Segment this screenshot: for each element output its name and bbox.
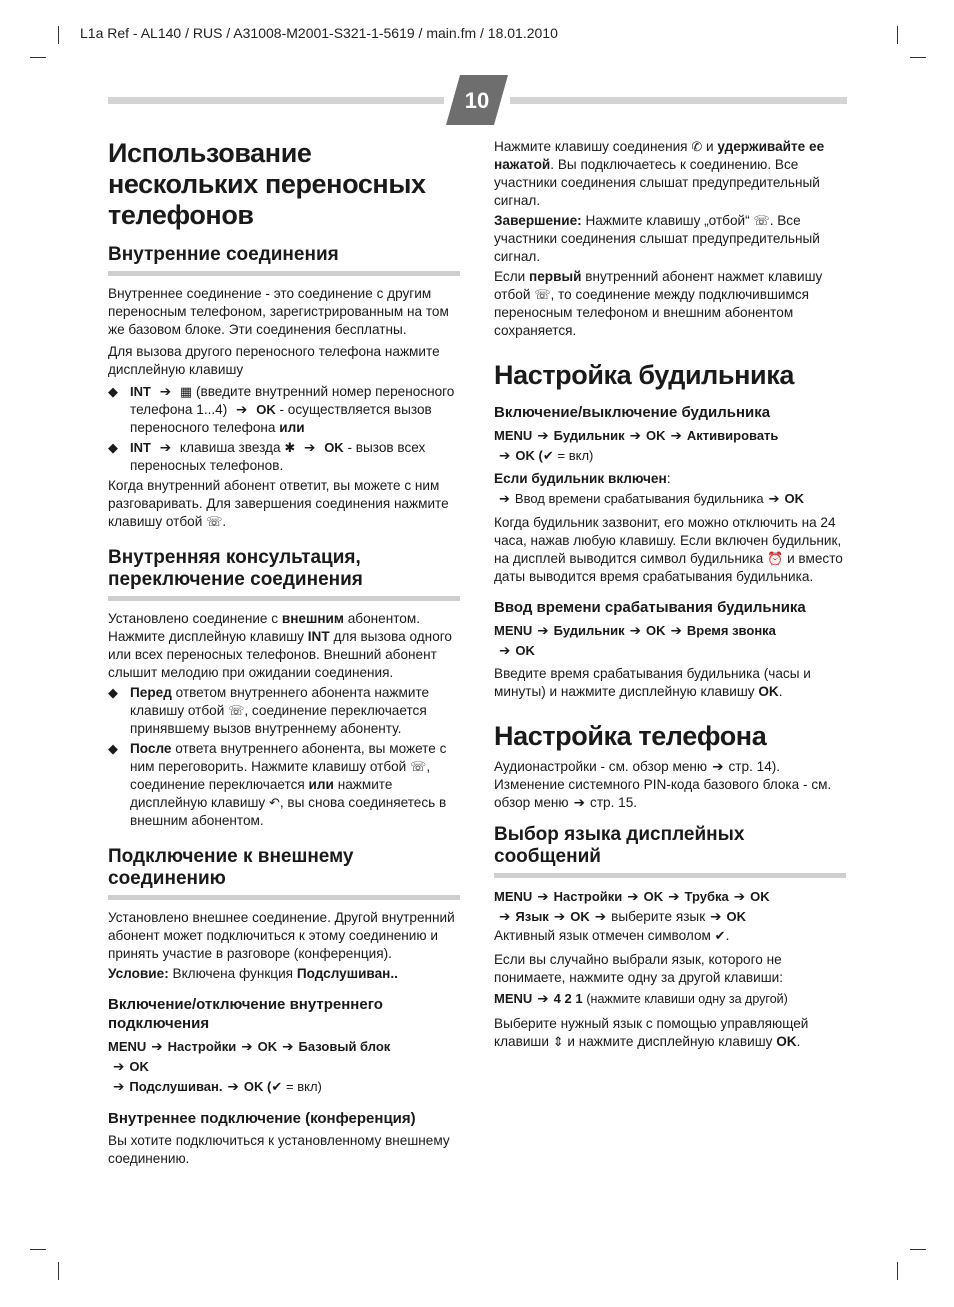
paragraph [494, 927, 846, 945]
menu-item: Время звонка [686, 623, 776, 638]
alarm-title: Настройка будильника [494, 360, 794, 390]
bullet-icon: ◆ [108, 440, 118, 455]
arrow-icon: ➔ [629, 428, 641, 443]
text: , то соединение между подключившимся переносным телефоном и внешним абонентом сохраняется. [494, 287, 809, 338]
crop-mark [897, 1262, 898, 1280]
menu-item: Будильник [553, 623, 625, 638]
heading-internal-consultation: Внутренняя консультация, переключение соединения [108, 547, 460, 601]
text: , соединение переключается [130, 759, 431, 792]
right-column [494, 138, 846, 1051]
text: Включена функция [172, 966, 294, 981]
arrow-icon: ➔ [537, 623, 549, 638]
talk-key-icon: ✆ [691, 139, 703, 154]
check-icon: ✔ [714, 928, 726, 943]
menu-item: Язык [515, 909, 549, 924]
text: Выберите нужный язык с помощью управляющей клавиши [494, 1016, 809, 1049]
text-bold: После [130, 741, 172, 756]
text: абонентом. Нажмите дисплейную клавишу [108, 611, 420, 644]
text-bold: удерживайте ее нажатой [494, 139, 825, 172]
arrow-icon: ➔ [241, 1039, 253, 1054]
menu-path [108, 1037, 460, 1097]
softkey-ok: OK [646, 623, 666, 638]
menu-item: Трубка [684, 889, 729, 904]
text: - осуществляется вызов переносного телефона [130, 402, 432, 435]
end-call-icon: ☏ [206, 514, 223, 529]
text: Изменение системного PIN-кода базового блока - см. обзор меню [494, 777, 832, 810]
subheading: Включение/отключение внутреннего подключения [108, 996, 383, 1032]
back-icon: ↶ [268, 795, 280, 810]
key-sequence: 4 2 1 [553, 991, 583, 1006]
top-bar-left [108, 97, 444, 104]
menu-key: MENU [108, 1039, 147, 1054]
softkey-int: INT [130, 440, 151, 455]
arrow-icon: ➔ [670, 623, 682, 638]
arrow-icon: ➔ [113, 1059, 125, 1074]
arrow-icon: ➔ [236, 402, 248, 417]
text-bold: Перед [130, 685, 172, 700]
crop-mark [30, 1249, 46, 1250]
menu-item: Активировать [686, 428, 779, 443]
menu-path [494, 490, 846, 508]
list-item [108, 740, 460, 830]
section-title: Использование нескольких переносных телефонов [108, 138, 426, 230]
text-bold: первый [529, 269, 582, 284]
bullet-icon: ◆ [108, 741, 118, 756]
text: Ввод времени срабатывания будильника [514, 491, 764, 506]
arrow-icon: ➔ [553, 909, 566, 924]
arrow-icon: ➔ [537, 991, 549, 1006]
text: Активный язык отмечен символом [494, 928, 711, 943]
heading-language: Выбор языка дисплейных сообщений [494, 824, 846, 878]
star-key-icon: ✱ [284, 440, 296, 455]
paragraph: Вы хотите подключиться к установленному внешнему соединению. [108, 1133, 450, 1166]
text: . [796, 1034, 801, 1049]
arrow-icon: ➔ [710, 909, 722, 924]
condition-label: Условие: [108, 966, 169, 981]
text: (нажмите клавиши одну за другой) [586, 992, 788, 1006]
paragraph [494, 665, 846, 701]
end-call-icon: ☏ [228, 703, 245, 718]
menu-key: MENU [494, 991, 533, 1006]
menu-item: Будильник [553, 428, 625, 443]
text: ответа внутреннего абонента, вы можете с ним переговорить. Нажмите клавишу отбой [130, 741, 447, 774]
arrow-icon: ➔ [499, 491, 510, 506]
softkey-ok: OK [257, 1039, 278, 1054]
arrow-icon: ➔ [733, 889, 746, 904]
menu-key: MENU [494, 623, 533, 638]
paragraph: Внутреннее соединение - это соединение с другим переносным телефоном, зарегистрированным на том же базовом блоке. Эти соединения бесплатны. [108, 286, 449, 337]
text: , вы снова соединяетесь в внешним абонентом. [130, 795, 447, 828]
menu-path [494, 621, 846, 661]
arrow-icon: ➔ [537, 889, 549, 904]
text-bold: Если будильник включен [494, 471, 667, 486]
text: (введите внутренний номер переносного телефона 1...4) [130, 384, 455, 417]
arrow-icon: ➔ [304, 440, 316, 455]
alarm-clock-icon: ⏰ [767, 551, 784, 566]
text: Когда будильник зазвонит, его можно отключить на 24 часа, нажав любую клавишу. Если включен будильник, на дисплей выводится символ будильника [494, 515, 842, 566]
subheading: Ввод времени срабатывания будильника [494, 599, 806, 616]
text: . [725, 928, 730, 943]
paragraph: Установлено внешнее соединение. Другой внутренний абонент может подключиться к этому соединению и принять участие в разговоре (конференция). [108, 910, 455, 961]
softkey-ok: OK [726, 909, 747, 924]
text: . [778, 684, 783, 699]
text: : [666, 471, 671, 486]
arrow-icon: ➔ [159, 440, 172, 455]
menu-path [494, 887, 846, 927]
text: Если [494, 269, 526, 284]
arrow-icon: ➔ [668, 889, 680, 904]
text: . Вы подключаетесь к соединению. Все участники соединения слышат предупредительный сигнал. [494, 157, 820, 208]
heading-internal-connections: Внутренние соединения [108, 244, 460, 276]
list-item [108, 383, 460, 437]
softkey-ok: OK [784, 491, 804, 506]
end-call-icon: ☏ [534, 287, 551, 302]
menu-item: Настройки [553, 889, 623, 904]
menu-item: Базовый блок [298, 1039, 391, 1054]
arrow-icon: ➔ [537, 428, 549, 443]
arrow-icon: ➔ [499, 448, 511, 463]
softkey-int: INT [130, 384, 151, 399]
text: стр. 15. [590, 795, 638, 810]
phone-settings-title: Настройка телефона [494, 721, 767, 751]
text: Нажмите клавишу соединения [494, 139, 688, 154]
softkey-ok: OK [570, 909, 590, 924]
arrow-icon: ➔ [159, 384, 172, 399]
text: для вызова одного или всех переносных телефонов. Внешний абонент слышит мелодию при ожидании соединения. [108, 629, 452, 680]
menu-item: Подслушиван.. [296, 966, 398, 981]
text: Когда внутренний абонент ответит, вы можете с ним разговаривать. Для завершения соединения нажмите клавишу отбой [108, 478, 449, 529]
paragraph [494, 138, 846, 210]
menu-item: Подслушиван. [129, 1079, 223, 1094]
text: внутренний абонент нажмет клавишу отбой [494, 269, 823, 302]
paragraph: Когда внутренний абонент ответит, вы можете с ним разговаривать. Для завершения соединения нажмите клавишу отбой ☏. [108, 478, 449, 529]
left-column [108, 138, 460, 1168]
softkey-ok: OK [324, 440, 344, 455]
arrow-icon: ➔ [227, 1079, 239, 1094]
or-label: или [308, 777, 334, 792]
text: ответом внутреннего абонента нажмите клавишу отбой [130, 685, 430, 718]
softkey-ok: OK [758, 684, 779, 699]
text-bold: Завершение: [494, 213, 582, 228]
paragraph [494, 758, 846, 776]
paragraph [494, 470, 846, 488]
paragraph [494, 1015, 846, 1051]
paragraph [494, 212, 846, 266]
crop-mark [58, 1262, 59, 1280]
softkey-ok: OK [646, 428, 666, 443]
list-item [108, 439, 460, 475]
document-header: L1a Ref - AL140 / RUS / A31008-M2001-S321-1-5619 / main.fm / 18.01.2010 [80, 25, 558, 41]
condition [108, 965, 460, 983]
arrow-icon: ➔ [113, 1079, 125, 1094]
paragraph: Для вызова другого переносного телефона нажмите дисплейную клавишу [108, 344, 440, 377]
softkey-ok: OK [643, 889, 664, 904]
arrow-icon: ➔ [712, 759, 724, 774]
arrow-icon: ➔ [151, 1039, 163, 1054]
arrow-icon: ➔ [627, 889, 639, 904]
arrow-icon: ➔ [282, 1039, 294, 1054]
paragraph [494, 514, 846, 586]
arrow-icon: ➔ [573, 795, 586, 810]
menu-key: MENU [494, 428, 533, 443]
top-bar-right [510, 97, 847, 104]
softkey-ok: OK [515, 643, 535, 658]
menu-item: Настройки [167, 1039, 237, 1054]
softkey-ok: OK [776, 1034, 797, 1049]
crop-mark [910, 57, 926, 58]
arrow-icon: ➔ [768, 491, 780, 506]
check-icon: ✔ [271, 1079, 283, 1094]
paragraph [494, 776, 846, 812]
arrow-icon: ➔ [594, 909, 607, 924]
subheading: Внутреннее подключение (конференция) [108, 1110, 416, 1127]
text: нажмите дисплейную клавишу [130, 777, 393, 810]
crop-mark [30, 57, 46, 58]
text: = вкл) [286, 1079, 322, 1094]
text: . Все участники соединения слышат предупредительный сигнал. [494, 213, 820, 264]
arrow-icon: ➔ [670, 428, 682, 443]
text: Аудионастройки - см. обзор меню [494, 759, 708, 774]
heading-external-connection: Подключение к внешнему соединению [108, 846, 460, 900]
softkey-ok: OK [129, 1059, 149, 1074]
softkey-ok: OK ( [243, 1079, 272, 1094]
bullet-icon: ◆ [108, 685, 118, 700]
text: Установлено соединение с [108, 611, 279, 626]
text: выберите язык [611, 909, 706, 924]
keypad-icon: ▦ [179, 384, 193, 399]
text: и [706, 139, 714, 154]
text: , соединение переключается принявшему вызов внутреннему абоненту. [130, 703, 427, 736]
arrow-icon: ➔ [629, 623, 641, 638]
text: Нажмите клавишу „отбой“ [585, 213, 750, 228]
text: клавиша звезда [179, 440, 281, 455]
text: Введите время срабатывания будильника (часы и минуты) и нажмите дисплейную клавишу [494, 666, 811, 699]
menu-path [494, 426, 846, 466]
text: = вкл) [557, 448, 594, 463]
page-number-badge [446, 75, 508, 125]
arrow-icon: ➔ [499, 909, 511, 924]
crop-mark [897, 26, 898, 44]
text: - вызов всех переносных телефонов. [130, 440, 426, 473]
paragraph [108, 610, 460, 682]
crop-mark [58, 26, 59, 44]
nav-key-icon: ⇕ [552, 1034, 564, 1049]
end-call-icon: ☏ [410, 759, 427, 774]
softkey-ok: OK [750, 889, 770, 904]
check-icon: ✔ [542, 448, 554, 463]
paragraph [494, 268, 846, 340]
menu-key: MENU [494, 889, 533, 904]
text: и вместо даты выводится время срабатывания будильника. [494, 551, 843, 584]
page-number: 10 [464, 88, 490, 113]
paragraph: Если вы случайно выбрали язык, которого не понимаете, нажмите одну за другой клавиши: [494, 952, 783, 985]
bullet-icon: ◆ [108, 384, 118, 399]
crop-mark [910, 1249, 926, 1250]
softkey-ok: OK [256, 402, 276, 417]
menu-path [494, 989, 846, 1009]
arrow-icon: ➔ [499, 643, 511, 658]
softkey-int: INT [307, 629, 330, 644]
softkey-ok: OK ( [515, 448, 543, 463]
text: стр. 14). [728, 759, 781, 774]
end-call-icon: ☏ [753, 213, 770, 228]
subheading: Включение/выключение будильника [494, 404, 771, 421]
list-item [108, 684, 460, 738]
text: и нажмите дисплейную клавишу [567, 1034, 773, 1049]
text-bold: внешним [281, 611, 344, 626]
or-label: или [279, 420, 305, 435]
